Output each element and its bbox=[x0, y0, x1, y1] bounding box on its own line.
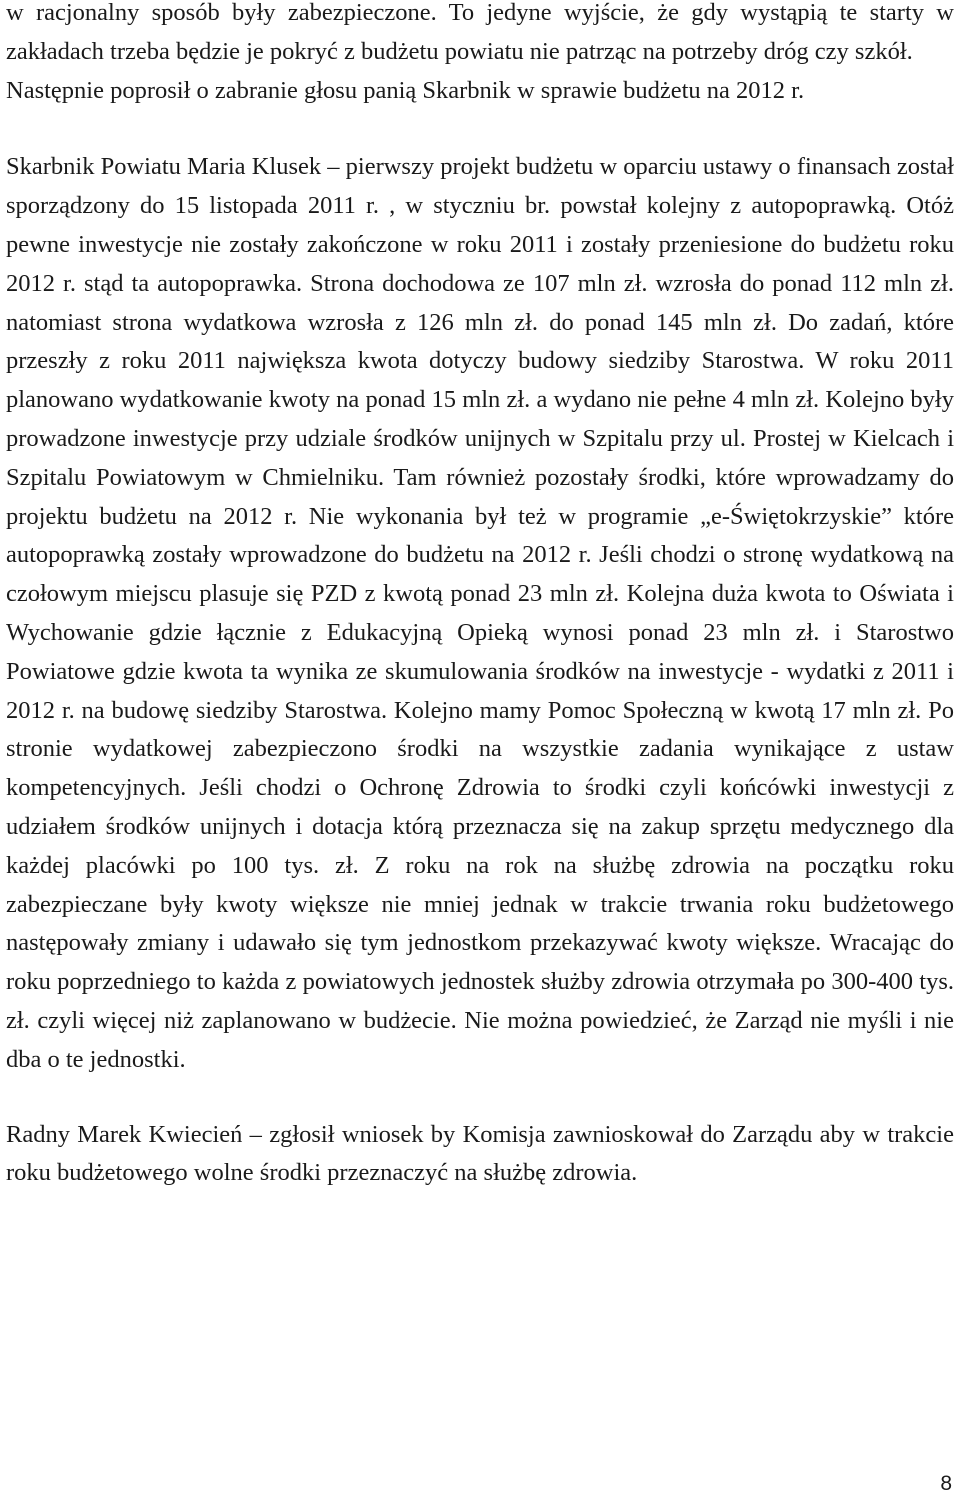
document-page bbox=[6, 0, 954, 1193]
paragraph-continuation: w racjonalny sposób były zabezpieczone. To jedyne wyjście, że gdy wystąpią te starty w zakładach trzeba będzie je pokryć z budżetu powiatu nie patrząc na potrzeby dróg czy szkół. bbox=[6, 0, 954, 65]
page-number: 8 bbox=[940, 1472, 952, 1495]
paragraph-skarbnik-intro: Następnie poprosił o zabranie głosu panią Skarbnik w sprawie budżetu na 2012 r. bbox=[6, 76, 805, 104]
paragraph-skarbnik-statement: Skarbnik Powiatu Maria Klusek – pierwszy projekt budżetu w oparciu ustawy o finansach został sporządzony do 15 listopada 2011 r. , w styczniu br. powstał kolejny z autopoprawką. Otóż pewne inwestycje nie zostały zakończone w roku 2011 i zostały przeniesione do budżetu roku 2012 r. stąd ta autopoprawka. Strona dochodowa ze 107 mln zł. wzrosła do ponad 112 mln zł. natomiast strona wydatkowa wzrosła z 126 mln zł. do ponad 145 mln zł. Do zadań, które przeszły z roku 2011 największa kwota dotyczy budowy siedziby Starostwa. W roku 2011 planowano wydatkowanie kwoty na ponad 15 mln zł. a wydano nie pełne 4 mln zł. Kolejno były prowadzone inwestycje przy udziale środków unijnych w Szpitalu przy ul. Prostej w Kielcach i Szpitalu Powiatowym w Chmielniku. Tam również pozostały środki, które wprowadzamy do projektu budżetu na 2012 r. Nie wykonania był też w programie „e-Świętokrzyskie” które autopoprawką zostały wprowadzone do budżetu na 2012 r. Jeśli chodzi o stronę wydatkową na czołowym miejscu plasuje się PZD z kwotą ponad 23 mln zł. Kolejna duża kwota to Oświata i Wychowanie gdzie łącznie z Edukacyjną Opieką wynosi ponad 23 mln zł. i Starostwo Powiatowe gdzie kwota ta wynika ze skumulowania środków na inwestycje - wydatki z 2011 i 2012 r. na budowę siedziby Starostwa. Kolejno mamy Pomoc Społeczną w kwotą 17 mln zł. Po stronie wydatkowej zabezpieczono środki na wszystkie zadania wynikające z ustaw kompetencyjnych. Jeśli chodzi o Ochronę Zdrowia to środki czyli końcówki inwestycji z udziałem środków unijnych i dotacja którą przeznacza się na zakup sprzętu medycznego dla każdej placówki po 100 tys. zł. Z roku na rok na służbę zdrowia na początku roku zabezpieczane były kwoty większe nie mniej jednak w trakcie trwania roku budżetowego następowały zmiany i udawało się tym jednostkom przekazywać kwoty większe. Wracając do roku poprzedniego to każda z powiatowych jednostek służby zdrowia otrzymała po 300-400 tys. zł. czyli więcej niż zaplanowano w budżecie. Nie można powiedzieć, że Zarząd nie myśli i nie dba o te jednostki. bbox=[6, 153, 954, 1073]
paragraph-radny-motion: Radny Marek Kwiecień – zgłosił wniosek by Komisja zawnioskował do Zarządu aby w trakcie roku budżetowego wolne środki przeznaczyć na służbę zdrowia. bbox=[6, 1120, 954, 1187]
